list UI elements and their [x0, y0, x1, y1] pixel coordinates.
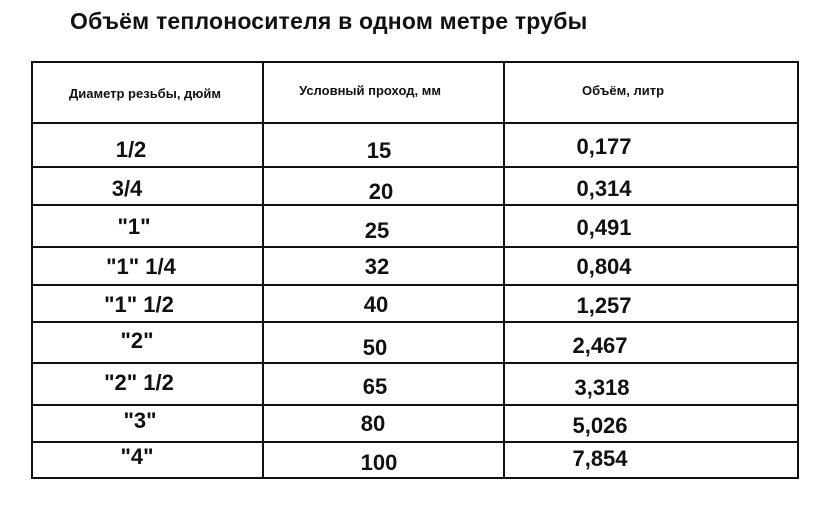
cell-volume: 1,257 — [576, 293, 632, 318]
column-divider — [262, 63, 264, 477]
cell-nominal-bore: 20 — [368, 179, 394, 204]
row-divider — [33, 284, 797, 286]
cell-thread-diameter: 1/2 — [115, 137, 147, 162]
cell-nominal-bore: 80 — [360, 411, 386, 436]
cell-volume: 5,026 — [572, 413, 628, 438]
cell-thread-diameter: "1" 1/2 — [104, 292, 174, 317]
cell-volume: 0,804 — [576, 254, 632, 279]
cell-nominal-bore: 32 — [364, 254, 390, 279]
cell-volume: 7,854 — [572, 446, 628, 471]
cell-thread-diameter: 3/4 — [111, 176, 143, 201]
cell-thread-diameter: "1" 1/4 — [106, 254, 176, 279]
header-nominal-bore: Условный проход, мм — [299, 83, 441, 98]
cell-nominal-bore: 65 — [362, 374, 388, 399]
cell-thread-diameter: "3" — [123, 408, 157, 433]
header-divider — [33, 122, 797, 124]
data-table — [31, 61, 799, 479]
cell-thread-diameter: "1" — [117, 214, 151, 239]
row-divider — [33, 204, 797, 206]
header-thread-diameter: Диаметр резьбы, дюйм — [68, 86, 222, 101]
cell-volume: 3,318 — [574, 375, 630, 400]
cell-volume: 0,314 — [576, 176, 632, 201]
cell-thread-diameter: "2" 1/2 — [104, 370, 174, 395]
header-volume: Объём, литр — [581, 83, 665, 98]
cell-nominal-bore: 15 — [366, 138, 392, 163]
cell-nominal-bore: 40 — [363, 292, 389, 317]
cell-nominal-bore: 50 — [362, 335, 388, 360]
row-divider — [33, 441, 797, 443]
cell-thread-diameter: "4" — [120, 444, 154, 469]
cell-volume: 2,467 — [572, 333, 628, 358]
row-divider — [33, 321, 797, 323]
row-divider — [33, 246, 797, 248]
cell-nominal-bore: 25 — [364, 218, 390, 243]
page-title: Объём теплоносителя в одном метре трубы — [70, 8, 588, 34]
column-divider — [503, 63, 505, 477]
cell-nominal-bore: 100 — [360, 450, 398, 475]
row-divider — [33, 166, 797, 168]
cell-thread-diameter: "2" — [120, 328, 154, 353]
cell-volume: 0,177 — [576, 134, 632, 159]
row-divider — [33, 362, 797, 364]
cell-volume: 0,491 — [576, 215, 632, 240]
row-divider — [33, 404, 797, 406]
